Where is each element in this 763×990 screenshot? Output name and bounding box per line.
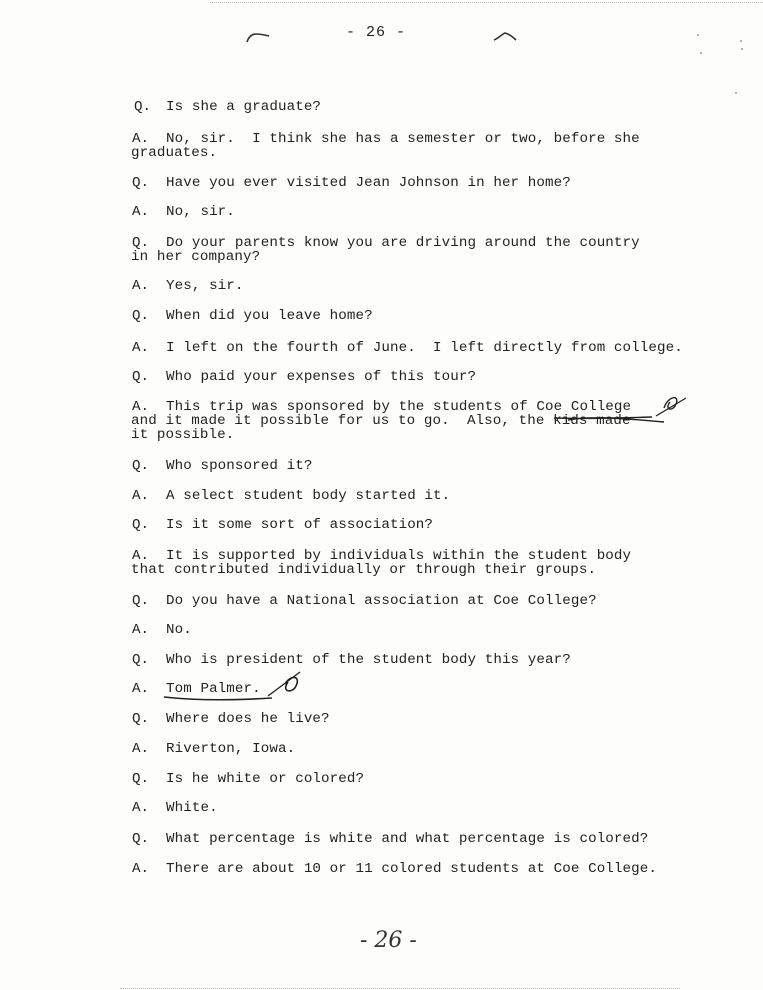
answer-label: A.	[132, 399, 150, 415]
answer-label: A.	[132, 800, 150, 816]
question-text: When did you leave home?	[166, 308, 373, 324]
answer-label: A.	[132, 204, 150, 220]
question-label: Q.	[132, 517, 150, 533]
question-text: Is he white or colored?	[166, 771, 365, 787]
question-label: Q.	[132, 831, 150, 847]
question-text: Is she a graduate?	[166, 99, 322, 115]
answer-text: and it made it possible for us to go. Also, the kids made	[131, 413, 631, 429]
question-label: Q.	[132, 652, 150, 668]
header-left-mark	[244, 30, 272, 44]
handwritten-page-number: - 26 -	[360, 928, 417, 953]
question-text: Have you ever visited Jean Johnson in her home?	[166, 175, 571, 191]
question-label: Q.	[132, 771, 150, 787]
page-header-number: - 26 -	[346, 24, 407, 41]
question-label: Q.	[134, 99, 152, 115]
strikethrough-kids-made	[560, 412, 670, 432]
question-text: Who paid your expenses of this tour?	[166, 369, 477, 385]
question-text: Is it some sort of association?	[166, 517, 434, 533]
answer-text: No.	[166, 622, 192, 638]
answer-label: A.	[132, 488, 150, 504]
answer-label: A.	[132, 131, 150, 147]
question-text: Where does he live?	[166, 711, 330, 727]
answer-label: A.	[132, 741, 150, 757]
answer-label: A.	[132, 278, 150, 294]
speck	[735, 92, 737, 94]
answer-text: it possible.	[131, 427, 235, 443]
answer-text: White.	[166, 800, 218, 816]
answer-text: I left on the fourth of June. I left directly from college.	[166, 340, 683, 356]
question-text: Do you have a National association at Coe College?	[166, 593, 597, 609]
question-label: Q.	[132, 711, 150, 727]
header-right-mark	[492, 30, 518, 44]
question-label: Q.	[132, 235, 150, 251]
answer-text: A select student body started it.	[166, 488, 451, 504]
question-label: Q.	[132, 369, 150, 385]
answer-label: A.	[132, 681, 150, 697]
answer-text: Tom Palmer.	[166, 681, 261, 697]
answer-label: A.	[132, 548, 150, 564]
underline-tom-palmer	[160, 668, 310, 708]
answer-text: Yes, sir.	[166, 278, 244, 294]
answer-label: A.	[132, 622, 150, 638]
question-text: Who is president of the student body this year?	[166, 652, 571, 668]
answer-text: that contributed individually or through their groups.	[131, 562, 597, 578]
answer-label: A.	[132, 340, 150, 356]
answer-text: Riverton, Iowa.	[166, 741, 296, 757]
answer-text: This trip was sponsored by the students of Coe College	[166, 399, 632, 415]
answer-text: There are about 10 or 11 colored students at Coe College.	[166, 861, 657, 877]
question-label: Q.	[132, 308, 150, 324]
question-label: Q.	[132, 175, 150, 191]
question-text: Do your parents know you are driving around the country	[166, 235, 640, 251]
answer-text: No, sir.	[166, 204, 235, 220]
answer-text: No, sir. I think she has a semester or two, before she	[166, 131, 640, 147]
question-text: What percentage is white and what percentage is colored?	[166, 831, 649, 847]
question-text: in her company?	[131, 249, 261, 265]
speck	[741, 48, 743, 50]
answer-text: graduates.	[131, 145, 218, 161]
question-label: Q.	[132, 593, 150, 609]
question-text: Who sponsored it?	[166, 458, 313, 474]
speck	[740, 40, 742, 42]
top-edge-dots	[210, 2, 763, 4]
speck	[697, 34, 699, 36]
answer-label: A.	[132, 861, 150, 877]
question-label: Q.	[132, 458, 150, 474]
speck	[700, 52, 702, 54]
answer-text: It is supported by individuals within the student body	[166, 548, 632, 564]
